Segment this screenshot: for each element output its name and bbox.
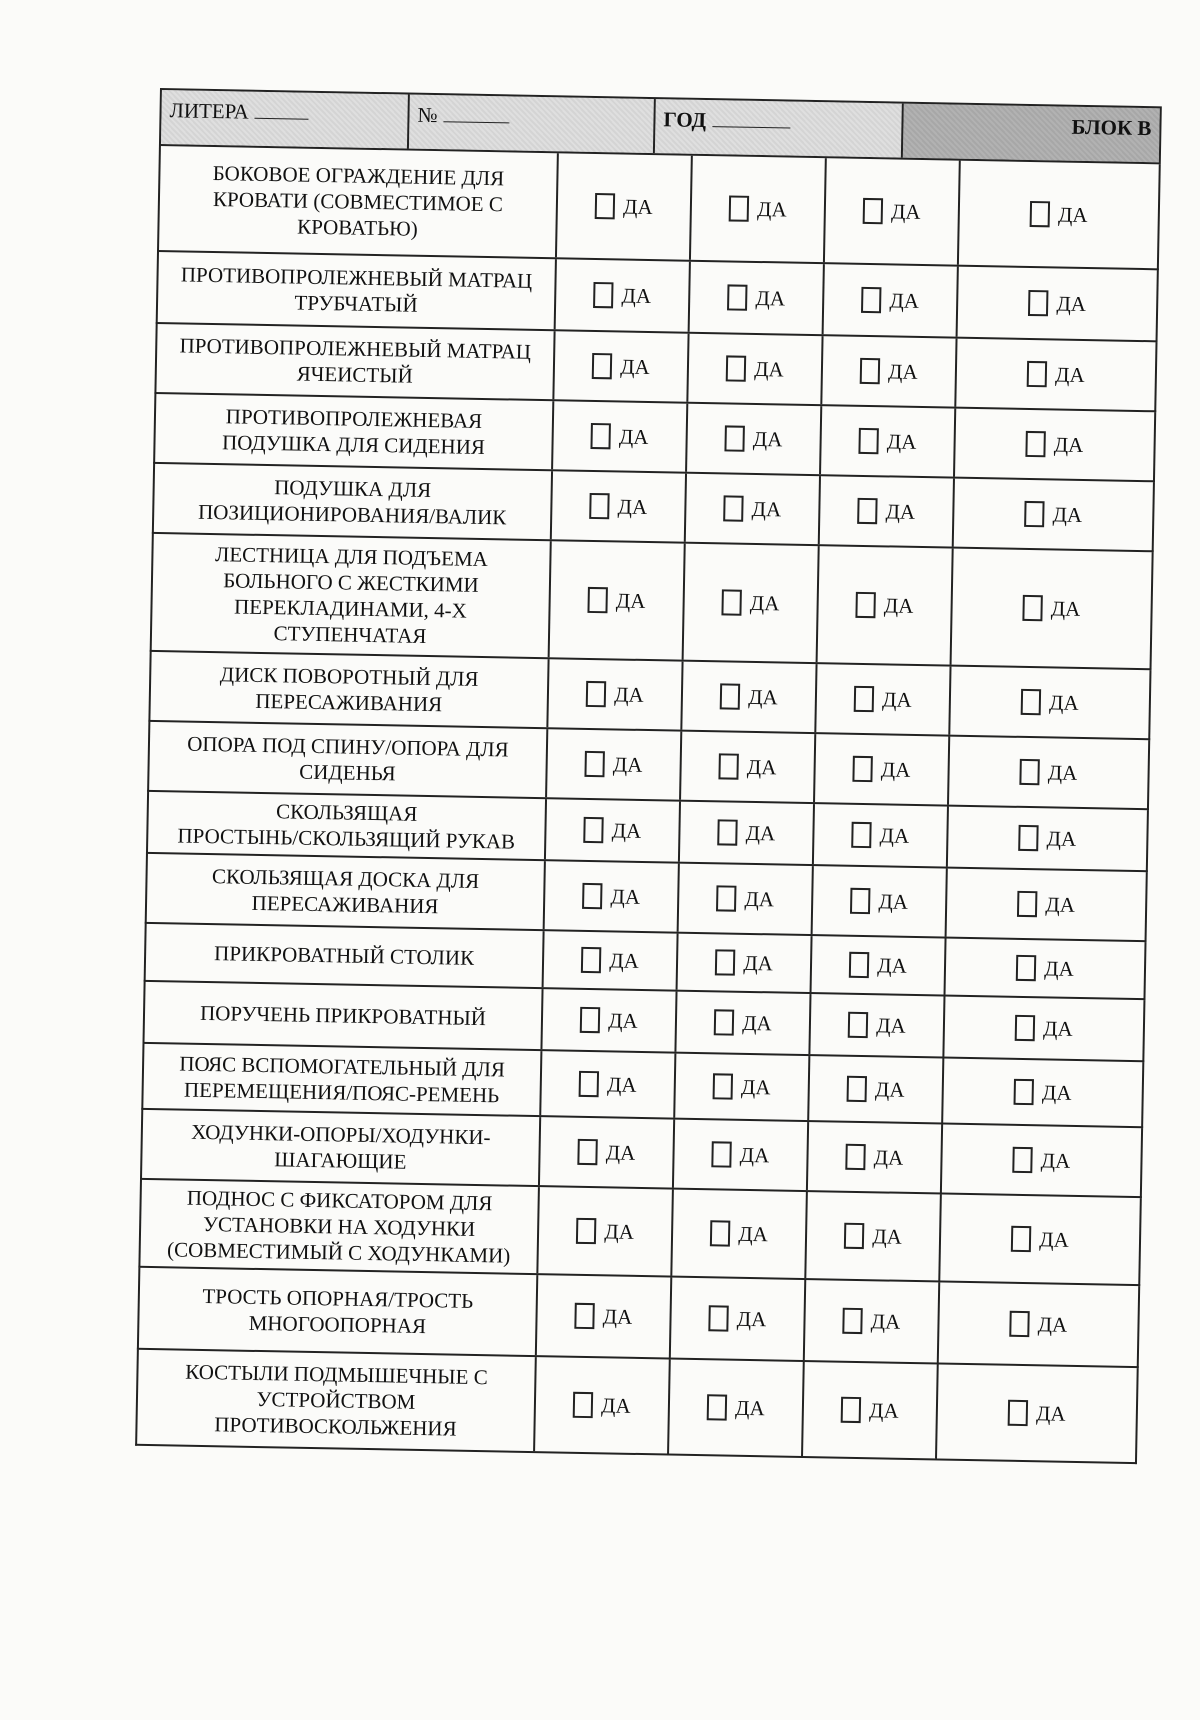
yes-cell <box>956 339 1155 411</box>
yes-checkbox[interactable] <box>847 1076 867 1102</box>
yes-cell <box>825 158 961 264</box>
yes-label: ДА <box>1045 891 1076 917</box>
year-field <box>655 99 904 158</box>
yes-checkbox[interactable] <box>585 751 605 777</box>
yes-cell <box>952 549 1152 669</box>
yes-label: ДА <box>605 1139 636 1165</box>
yes-label: ДА <box>736 1306 767 1331</box>
table-row <box>157 146 1161 270</box>
yes-cell <box>554 331 689 401</box>
yes-cell <box>816 664 951 734</box>
yes-checkbox[interactable] <box>592 353 612 379</box>
yes-cell <box>937 1364 1137 1462</box>
yes-cell <box>949 737 1148 809</box>
yes-cell <box>545 861 680 931</box>
item-label: ТРОСТЬ ОПОРНАЯ/ТРОСТЬ МНОГООПОРНАЯ <box>139 1268 538 1355</box>
yes-label: ДА <box>752 426 783 451</box>
yes-checkbox[interactable] <box>861 287 881 313</box>
yes-cell <box>679 864 814 934</box>
yes-checkbox[interactable] <box>1026 431 1046 457</box>
yes-checkbox[interactable] <box>856 592 876 618</box>
yes-label: ДА <box>621 282 652 308</box>
yes-cell <box>537 1275 672 1357</box>
yes-cell <box>674 1120 809 1190</box>
item-label: ПОДНОС С ФИКСАТОРОМ ДЛЯ УСТАНОВКИ НА ХОДУНКИ (СОВМЕСТИМЫЙ С ХОДУНКАМИ) <box>140 1180 540 1273</box>
yes-cell <box>948 807 1147 871</box>
yes-label: ДА <box>887 358 918 384</box>
block-field <box>903 104 1160 163</box>
year-label: ГОД <box>663 107 707 133</box>
yes-label: ДА <box>744 886 775 911</box>
yes-cell <box>810 994 945 1056</box>
yes-cell <box>939 1282 1138 1366</box>
item-label: ОПОРА ПОД СПИНУ/ОПОРА ДЛЯ СИДЕНЬЯ <box>149 722 548 797</box>
yes-label: ДА <box>751 496 782 521</box>
item-label: ДИСК ПОВОРОТНЫЙ ДЛЯ ПЕРЕСАЖИВАНИЯ <box>150 652 549 727</box>
yes-checkbox[interactable] <box>582 883 602 909</box>
yes-checkbox[interactable] <box>860 358 880 384</box>
yes-cell <box>669 1360 805 1456</box>
yes-label: ДА <box>886 428 917 454</box>
yes-checkbox[interactable] <box>727 284 747 310</box>
yes-label: ДА <box>1041 1079 1072 1105</box>
yes-cell <box>550 541 686 659</box>
yes-cell <box>548 659 683 729</box>
yes-cell <box>824 264 959 336</box>
yes-cell <box>552 471 687 541</box>
yes-checkbox[interactable] <box>583 817 603 843</box>
yes-checkbox[interactable] <box>719 753 739 779</box>
yes-label: ДА <box>879 822 910 848</box>
yes-checkbox[interactable] <box>1028 290 1048 316</box>
yes-cell <box>818 546 954 664</box>
yes-checkbox[interactable] <box>1020 759 1040 785</box>
item-label: ПРОТИВОПРОЛЕЖНЕВАЯ ПОДУШКА ДЛЯ СИДЕНИЯ <box>155 394 554 469</box>
yes-cell <box>954 479 1153 551</box>
yes-checkbox[interactable] <box>1023 595 1043 621</box>
yes-cell <box>678 934 813 992</box>
yes-checkbox[interactable] <box>581 947 601 973</box>
yes-cell <box>538 1187 674 1275</box>
yes-cell <box>690 262 825 334</box>
yes-label: ДА <box>610 883 641 909</box>
yes-label: ДА <box>1047 759 1078 785</box>
yes-label: ДА <box>875 1012 906 1038</box>
yes-checkbox[interactable] <box>593 282 613 308</box>
yes-cell <box>959 161 1159 269</box>
yes-checkbox[interactable] <box>725 425 745 451</box>
yes-label: ДА <box>1050 595 1081 621</box>
yes-checkbox[interactable] <box>851 822 871 848</box>
yes-checkbox[interactable] <box>580 1007 600 1033</box>
yes-label: ДА <box>1044 955 1074 981</box>
yes-cell <box>547 729 682 799</box>
yes-checkbox[interactable] <box>710 1220 730 1246</box>
yes-checkbox[interactable] <box>723 495 743 521</box>
yes-label: ДА <box>622 194 653 219</box>
block-label: БЛОК В <box>1071 114 1152 141</box>
yes-cell <box>944 997 1143 1061</box>
yes-checkbox[interactable] <box>729 195 749 221</box>
yes-cell <box>946 939 1145 999</box>
item-label: ПРИКРОВАТНЫЙ СТОЛИК <box>146 924 545 987</box>
yes-label: ДА <box>612 751 643 777</box>
yes-checkbox[interactable] <box>1010 1311 1030 1337</box>
yes-label: ДА <box>615 587 646 613</box>
yes-checkbox[interactable] <box>713 1073 733 1099</box>
yes-checkbox[interactable] <box>1015 1015 1035 1041</box>
yes-cell <box>686 474 821 544</box>
yes-label: ДА <box>617 493 648 519</box>
number-field <box>409 95 656 153</box>
yes-checkbox[interactable] <box>576 1218 596 1244</box>
yes-checkbox[interactable] <box>846 1144 866 1170</box>
yes-label: ДА <box>738 1221 769 1246</box>
yes-checkbox[interactable] <box>591 423 611 449</box>
yes-cell <box>676 992 811 1054</box>
item-label: ПОДУШКА ДЛЯ ПОЗИЦИОНИРОВАНИЯ/ВАЛИК <box>154 464 553 539</box>
yes-cell <box>682 662 817 732</box>
yes-cell <box>687 404 822 474</box>
equipment-form <box>135 88 1162 1464</box>
yes-checkbox[interactable] <box>589 493 609 519</box>
yes-checkbox[interactable] <box>714 1009 734 1035</box>
yes-cell <box>675 1054 810 1120</box>
yes-label: ДА <box>739 1142 770 1167</box>
item-label: ЛЕСТНИЦА ДЛЯ ПОДЪЕМА БОЛЬНОГО С ЖЕСТКИМИ ПЕРЕКЛАДИНАМИ, 4-Х СТУПЕНЧАТАЯ <box>152 534 552 657</box>
yes-checkbox[interactable] <box>843 1308 863 1334</box>
yes-label: ДА <box>873 1144 904 1170</box>
yes-cell <box>557 153 693 259</box>
yes-label: ДА <box>604 1218 635 1244</box>
yes-label: ДА <box>1053 431 1084 457</box>
yes-checkbox[interactable] <box>726 355 746 381</box>
yes-label: ДА <box>874 1076 905 1102</box>
yes-label: ДА <box>1056 290 1087 316</box>
yes-cell <box>950 667 1149 739</box>
item-label: ПОРУЧЕНЬ ПРИКРОВАТНЫЙ <box>145 982 544 1049</box>
yes-label: ДА <box>618 423 649 449</box>
yes-cell <box>820 476 955 546</box>
yes-cell <box>542 989 677 1051</box>
yes-checkbox[interactable] <box>595 193 615 219</box>
yes-label: ДА <box>600 1392 631 1418</box>
yes-label: ДА <box>1046 825 1077 851</box>
yes-cell <box>805 1280 940 1362</box>
item-label: ХОДУНКИ-ОПОРЫ/ХОДУНКИ- ШАГАЮЩИЕ <box>142 1110 541 1185</box>
litera-blank[interactable] <box>255 118 309 120</box>
yes-label: ДА <box>890 198 921 224</box>
yes-cell <box>955 409 1154 481</box>
yes-cell <box>947 869 1146 941</box>
yes-label: ДА <box>878 888 909 914</box>
yes-label: ДА <box>877 952 908 978</box>
yes-cell <box>684 544 820 662</box>
yes-checkbox[interactable] <box>1016 955 1036 981</box>
yes-cell <box>541 1051 676 1117</box>
yes-checkbox[interactable] <box>578 1139 598 1165</box>
yes-cell <box>815 734 950 804</box>
item-label: ПОЯС ВСПОМОГАТЕЛЬНЫЙ ДЛЯ ПЕРЕМЕЩЕНИЯ/ПОЯС-РЕМЕНЬ <box>143 1044 542 1115</box>
yes-cell <box>535 1357 671 1453</box>
litera-field <box>161 90 410 149</box>
yes-cell <box>814 804 949 866</box>
yes-cell <box>940 1195 1140 1285</box>
yes-checkbox[interactable] <box>859 428 879 454</box>
yes-checkbox[interactable] <box>1008 1400 1028 1426</box>
number-blank[interactable] <box>443 121 509 123</box>
yes-label: ДА <box>740 1074 771 1099</box>
yes-label: ДА <box>611 817 642 843</box>
yes-cell <box>821 406 956 476</box>
yes-checkbox[interactable] <box>579 1071 599 1097</box>
yes-cell <box>671 1278 806 1360</box>
item-label: СКОЛЬЗЯЩАЯ ДОСКА ДЛЯ ПЕРЕСАЖИВАНИЯ <box>147 854 546 929</box>
yes-checkbox[interactable] <box>1014 1079 1034 1105</box>
yes-label: ДА <box>868 1397 899 1423</box>
yes-cell <box>556 259 691 331</box>
yes-label: ДА <box>889 287 920 313</box>
yes-label: ДА <box>1040 1147 1071 1173</box>
item-label: БОКОВОЕ ОГРАЖДЕНИЕ ДЛЯ КРОВАТИ (СОВМЕСТИМОЕ С КРОВАТЬЮ) <box>159 146 559 257</box>
yes-checkbox[interactable] <box>712 1141 732 1167</box>
yes-cell <box>943 1059 1142 1127</box>
yes-checkbox[interactable] <box>849 952 869 978</box>
yes-label: ДА <box>609 947 640 973</box>
yes-checkbox[interactable] <box>1021 689 1041 715</box>
yes-label: ДА <box>870 1308 901 1334</box>
yes-cell <box>822 336 957 406</box>
yes-cell <box>681 732 816 802</box>
litera-label: ЛИТЕРА <box>169 98 250 124</box>
yes-cell <box>806 1192 942 1280</box>
yes-label: ДА <box>606 1071 637 1097</box>
yes-checkbox[interactable] <box>716 885 736 911</box>
yes-label: ДА <box>880 756 911 782</box>
yes-label: ДА <box>1037 1311 1068 1337</box>
yes-label: ДА <box>1052 501 1083 527</box>
yes-cell <box>688 334 823 404</box>
yes-cell <box>680 802 815 864</box>
yes-cell <box>812 936 947 994</box>
yes-cell <box>808 1122 943 1192</box>
yes-label: ДА <box>602 1303 633 1329</box>
item-label: ПРОТИВОПРОЛЕЖНЕВЫЙ МАТРАЦ ТРУБЧАТЫЙ <box>158 252 557 329</box>
item-label: ПРОТИВОПРОЛЕЖНЕВЫЙ МАТРАЦ ЯЧЕИСТЫЙ <box>156 324 555 399</box>
yes-checkbox[interactable] <box>848 1012 868 1038</box>
item-label: КОСТЫЛИ ПОДМЫШЕЧНЫЕ С УСТРОЙСТВОМ ПРОТИВОСКОЛЬЖЕНИЯ <box>137 1350 537 1451</box>
yes-checkbox[interactable] <box>715 949 735 975</box>
yes-label: ДА <box>755 285 786 310</box>
yes-label: ДА <box>620 353 650 379</box>
yes-checkbox[interactable] <box>844 1223 864 1249</box>
yes-checkbox[interactable] <box>588 587 608 613</box>
yes-label: ДА <box>742 1010 772 1035</box>
yes-cell <box>544 931 679 989</box>
yes-cell <box>813 866 948 936</box>
yes-label: ДА <box>1042 1015 1073 1041</box>
yes-checkbox[interactable] <box>1017 891 1037 917</box>
yes-label: ДА <box>883 592 914 618</box>
yes-cell <box>942 1125 1141 1197</box>
yes-cell <box>691 156 827 262</box>
yes-cell <box>958 267 1157 341</box>
table-row <box>150 534 1154 670</box>
yes-checkbox[interactable] <box>1024 501 1044 527</box>
yes-checkbox[interactable] <box>853 756 873 782</box>
yes-label: ДА <box>753 356 784 381</box>
yes-checkbox[interactable] <box>717 819 737 845</box>
yes-checkbox[interactable] <box>586 681 606 707</box>
yes-checkbox[interactable] <box>850 888 870 914</box>
item-label: СКОЛЬЗЯЩАЯ ПРОСТЫНЬ/СКОЛЬЗЯЩИЙ РУКАВ <box>148 792 547 859</box>
yes-label: ДА <box>1039 1226 1070 1252</box>
yes-checkbox[interactable] <box>1013 1147 1033 1173</box>
yes-label: ДА <box>734 1395 765 1420</box>
yes-label: ДА <box>614 681 644 707</box>
yes-checkbox[interactable] <box>1030 201 1050 227</box>
yes-label: ДА <box>1048 689 1079 715</box>
yes-checkbox[interactable] <box>720 683 740 709</box>
yes-label: ДА <box>747 684 778 709</box>
yes-checkbox[interactable] <box>854 686 874 712</box>
yes-cell <box>546 799 681 861</box>
yes-checkbox[interactable] <box>1018 825 1038 851</box>
yes-label: ДА <box>885 498 916 524</box>
yes-label: ДА <box>881 686 912 712</box>
yes-cell <box>553 401 688 471</box>
yes-checkbox[interactable] <box>722 589 742 615</box>
yes-checkbox[interactable] <box>863 198 883 224</box>
yes-checkbox[interactable] <box>1011 1226 1031 1252</box>
yes-checkbox[interactable] <box>707 1394 727 1420</box>
yes-checkbox[interactable] <box>709 1305 729 1331</box>
yes-cell <box>540 1117 675 1187</box>
year-blank[interactable] <box>712 126 790 128</box>
yes-label: ДА <box>743 950 774 975</box>
yes-label: ДА <box>1054 361 1085 387</box>
yes-cell <box>809 1056 944 1122</box>
yes-checkbox[interactable] <box>575 1303 595 1329</box>
yes-label: ДА <box>1035 1400 1066 1426</box>
number-label: № <box>417 102 438 128</box>
yes-label: ДА <box>749 590 780 615</box>
yes-label: ДА <box>745 820 776 845</box>
table-row <box>135 1350 1139 1464</box>
yes-label: ДА <box>756 196 787 222</box>
yes-label: ДА <box>608 1007 638 1033</box>
yes-cell <box>672 1190 808 1278</box>
yes-label: ДА <box>872 1223 903 1249</box>
item-rows <box>135 146 1161 1464</box>
yes-checkbox[interactable] <box>841 1397 861 1423</box>
yes-label: ДА <box>1057 201 1088 227</box>
yes-label: ДА <box>746 754 777 779</box>
yes-checkbox[interactable] <box>573 1392 593 1418</box>
yes-cell <box>803 1362 939 1458</box>
yes-checkbox[interactable] <box>857 498 877 524</box>
yes-checkbox[interactable] <box>1027 361 1047 387</box>
